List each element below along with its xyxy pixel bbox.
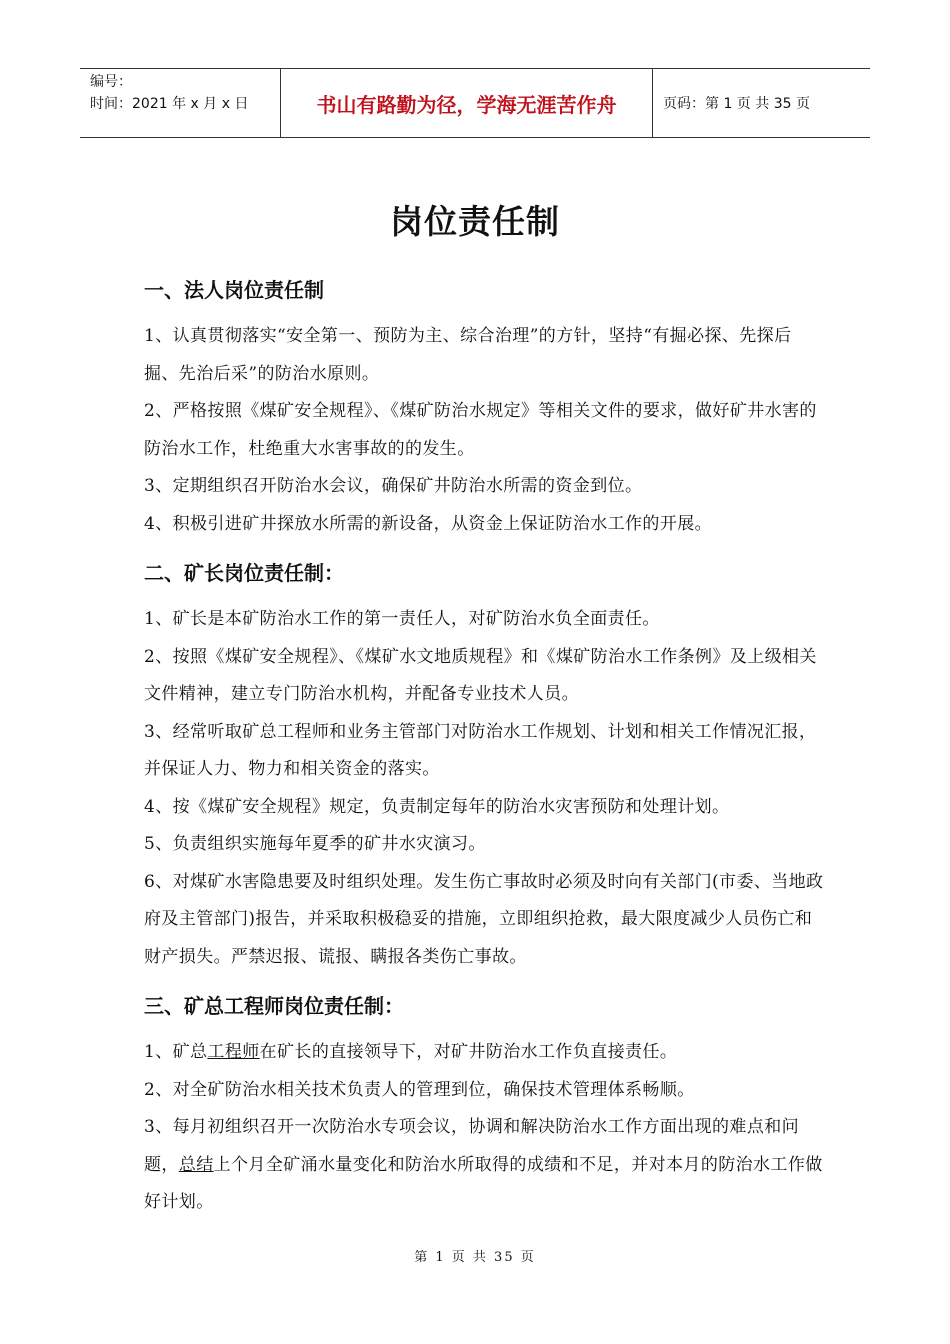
header-meta: [80, 69, 280, 137]
paragraph: 3、定期组织召开防治水会议，确保矿井防治水所需的资金到位。: [144, 476, 643, 496]
paragraph: [144, 1034, 824, 1072]
paragraph: 4、按《煤矿安全规程》规定，负责制定每年的防治水灾害预防和处理计划。: [144, 796, 730, 817]
paragraph: 2、严格按照《煤矿安全规程》、《煤矿防治水规定》等相关文件的要求，做好矿井水害的防治水工作，杜绝重大水害事故的的发生。: [144, 401, 817, 459]
header-table: [80, 68, 870, 138]
paragraph: 4、积极引进矿井探放水所需的新设备，从资金上保证防治水工作的开展。: [144, 513, 713, 534]
section-heading-1: 一、法人岗位责任制: [144, 278, 324, 302]
text-run: 3、每月初组织召开一次防治水专项会议，协调和解决防治水工作方面出现的难点和问题，: [144, 1117, 800, 1175]
text-run: 上个月全矿涌水量变化和防治水所取得的成绩和不足，并对本月的防治水工作做好计划。: [144, 1154, 823, 1212]
document-body: [144, 270, 824, 1222]
number-label: 编号：: [90, 74, 132, 90]
paragraph: 2、按照《煤矿安全规程》、《煤矿水文地质规程》和《煤矿防治水工作条例》及上级相关文件精神，建立专门防治水机构，并配备专业技术人员。: [144, 646, 817, 704]
engineer-link[interactable]: 工程师: [207, 1042, 260, 1062]
section-heading-3: 三、矿总工程师岗位责任制：: [144, 994, 404, 1018]
section-heading-2: 二、矿长岗位责任制：: [144, 561, 344, 585]
paragraph: 6、对煤矿水害隐患要及时组织处理。发生伤亡事故时必须及时向有关部门(市委、当地政府及主管部门)报告，并采取积极稳妥的措施，立即组织抢救，最大限度减少人员伤亡和财产损失。严禁迟报、谎报、瞒报各类伤亡事故。: [144, 871, 824, 967]
paragraph: 1、认真贯彻落实“安全第一、预防为主、综合治理”的方针，坚持“有掘必探、先探后掘、先治后采”的防治水原则。: [144, 326, 792, 384]
paragraph: 5、负责组织实施每年夏季的矿井水灾演习。: [144, 834, 486, 854]
document-title: 岗位责任制: [390, 202, 560, 241]
time-label: 时间：2021 年 x 月 x 日: [90, 96, 249, 112]
paragraph: 2、对全矿防治水相关技术负责人的管理到位，确保技术管理体系畅顺。: [144, 1079, 695, 1100]
header-motto: 书山有路勤为径，学海无涯苦作舟: [280, 69, 653, 137]
header-page-info: 页码：第 1 页 共 35 页: [663, 96, 810, 112]
paragraph: 3、经常听取矿总工程师和业务主管部门对防治水工作规划、计划和相关工作情况汇报，并保证人力、物力和相关资金的落实。: [144, 721, 817, 779]
paragraph: [144, 1109, 824, 1222]
text-run: 在矿长的直接领导下，对矿井防治水工作负直接责任。: [259, 1042, 678, 1062]
text-run: 1、矿总: [144, 1042, 208, 1062]
paragraph: 1、矿长是本矿防治水工作的第一责任人，对矿防治水负全面责任。: [144, 609, 660, 629]
page-footer: 第 1 页 共 35 页: [414, 1250, 536, 1265]
summary-link[interactable]: 总结: [178, 1154, 214, 1175]
